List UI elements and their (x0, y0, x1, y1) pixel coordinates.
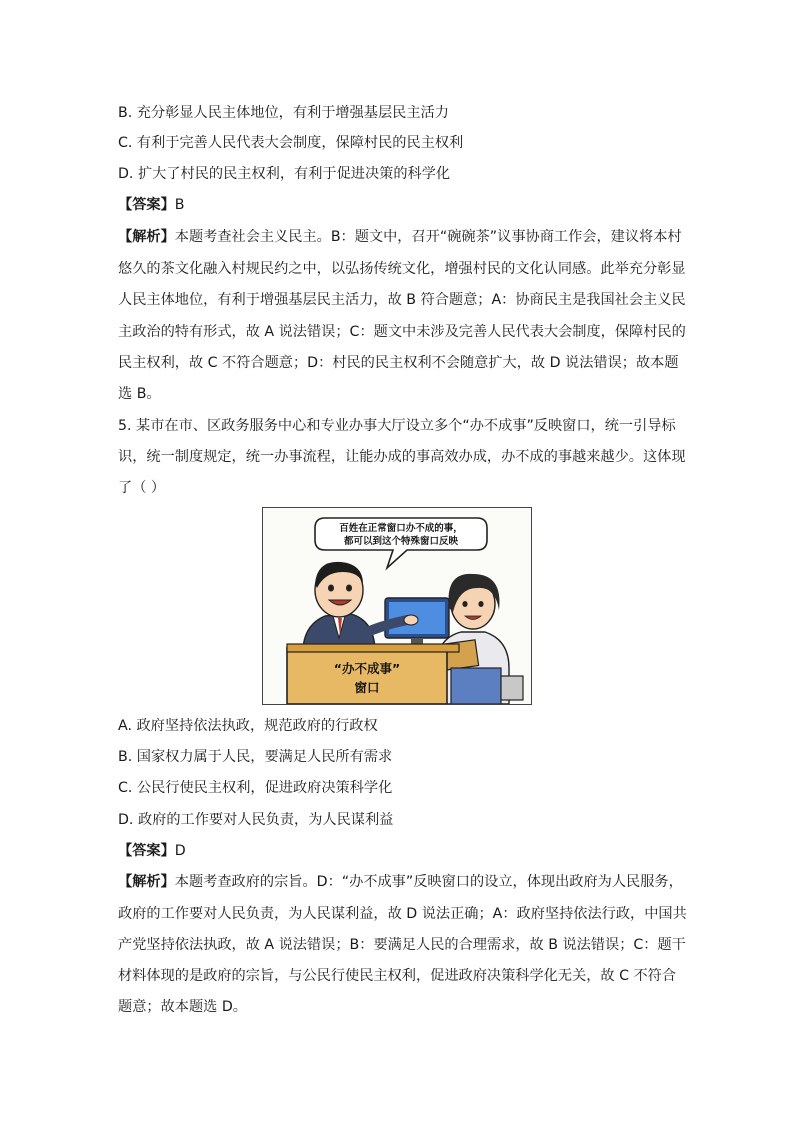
q4-analysis-line-1: 【解析】本题考查社会主义民主。B：题文中，召开“碗碗茶”议事协商工作会，建议将本村 (118, 229, 682, 245)
q5-answer (118, 841, 186, 861)
answer-value: B (174, 197, 185, 213)
q5-option-a: A. 政府坚持依法执政，规范政府的行政权 (118, 718, 378, 734)
q4-analysis-line-2: 悠久的茶文化融入村规民约之中，以弘扬传统文化，增强村民的文化认同感。此举充分彰显 (118, 261, 686, 277)
q5-analysis-line-1: 【解析】本题考查政府的宗旨。D：“办不成事”反映窗口的设立，体现出政府为人民服务， (118, 874, 683, 890)
q4-option-d: D. 扩大了村民的民主权利，有利于促进决策的科学化 (118, 166, 451, 182)
answer-value: D (174, 843, 186, 859)
bubble-text-line-1: 百姓在正常窗口办不成的事， (339, 523, 463, 534)
q5-stem-line-3: 了（ ） (118, 480, 166, 496)
q5-analysis-line-5: 题意；故本题选 D。 (118, 999, 247, 1015)
q5-analysis-line-2: 政府的工作要对人民负责，为人民谋利益，故 D 说法正确；A：政府坚持依法行政，中国共 (118, 906, 687, 922)
q4-analysis-line-5: 民主权利，故 C 不符合题意；D：村民的民主权利不会随意扩大，故 D 说法错误；故本题 (118, 355, 679, 371)
desk-sign-line-2: 窗口 (354, 680, 380, 695)
chair-icon (501, 676, 523, 700)
analysis-tag: 【解析】 (118, 874, 175, 890)
q5-option-c: C. 公民行使民主权利，促进政府决策科学化 (118, 780, 393, 796)
answer-tag: 【答案】 (118, 197, 175, 213)
q5-stem-line-1: 5. 某市在市、区政务服务中心和专业办事大厅设立多个“办不成事”反映窗口，统一引导标 (118, 418, 676, 434)
analysis-tag: 【解析】 (118, 229, 175, 245)
q5-analysis-line-4: 材料体现的是政府的宗旨，与公民行使民主权利，促进政府决策科学化无关，故 C 不符合 (118, 968, 677, 984)
bubble-text-line-2: 都可以到这个特殊窗口反映 (343, 536, 459, 547)
q5-option-b: B. 国家权力属于人民，要满足人民所有需求 (118, 749, 393, 765)
q4-option-b: B. 充分彰显人民主体地位，有利于增强基层民主活力 (118, 105, 449, 121)
q4-option-c: C. 有利于完善人民代表大会制度，保障村民的民主权利 (118, 135, 464, 151)
q5-analysis-line-3: 产党坚持依法执政，故 A 说法错误；B：要满足人民的合理需求，故 B 说法错误；C：题干 (118, 937, 686, 953)
q4-analysis-line-6: 选 B。 (118, 386, 161, 402)
q4-analysis-line-3: 人民主体地位，有利于增强基层民主活力，故 B 符合题意；A：协商民主是我国社会主义民 (118, 292, 686, 308)
desk-sign-line-1: “办不成事” (333, 661, 401, 676)
q5-option-d: D. 政府的工作要对人民负责，为人民谋利益 (118, 812, 394, 828)
q4-answer (118, 195, 185, 215)
q4-analysis-line-4: 主政治的特有形式，故 A 说法错误；C：题文中未涉及完善人民代表大会制度，保障村民的 (118, 324, 686, 340)
q5-cartoon-figure (262, 507, 532, 705)
q5-stem-line-2: 识，统一制度规定，统一办事流程，让能办成的事高效办成，办不成的事越来越少。这体现 (118, 449, 686, 465)
answer-tag: 【答案】 (118, 843, 175, 859)
